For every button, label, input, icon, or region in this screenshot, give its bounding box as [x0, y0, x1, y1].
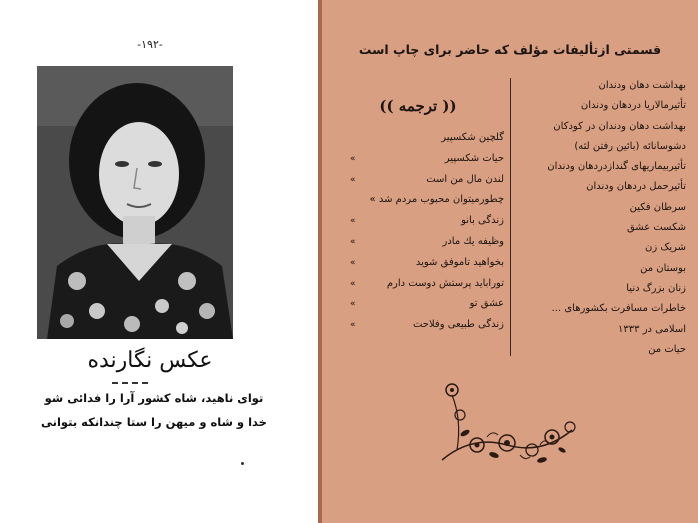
column-divider — [510, 78, 511, 356]
ditto-mark: » — [350, 174, 356, 185]
authored-works-list — [518, 76, 686, 360]
ditto-mark: » — [350, 320, 356, 331]
item-title: چطورمیتوان محبوب مردم شد » — [369, 194, 504, 206]
print-mark — [241, 462, 244, 465]
translations-list — [332, 92, 504, 336]
list-item — [332, 211, 504, 232]
list-item — [332, 170, 504, 191]
list-item: بوستان من — [640, 262, 686, 274]
publications-title: قسمتی ازتألیفات مؤلف که حاضر برای چاپ است — [358, 42, 662, 57]
list-item: بهداشت دهان ودندان در کودکان — [553, 120, 686, 132]
author-portrait — [37, 66, 233, 339]
item-title: حیات شکسپیر — [444, 152, 504, 164]
list-item — [332, 274, 504, 295]
list-item: زنان بزرگ دنیا — [626, 282, 686, 294]
list-item: شریک زن — [645, 242, 686, 254]
translations-heading: (( ترجمه )) — [379, 97, 457, 115]
item-title: عشق تو — [469, 298, 504, 310]
list-item — [332, 190, 504, 211]
list-item: حیات من — [648, 343, 686, 355]
item-title: توراباید پرستش دوست دارم — [386, 277, 504, 289]
list-item — [332, 294, 504, 315]
list-item: خاطرات مسافرت بکشورهای ... — [551, 303, 686, 315]
ditto-mark: » — [350, 257, 356, 268]
list-item: بهداشت دهان ودندان — [598, 80, 686, 91]
ditto-mark: » — [350, 153, 356, 164]
item-title: وظیفه یك مادر — [442, 235, 504, 247]
list-item — [332, 232, 504, 253]
list-item: اسلامی در ۱۳۳۳ — [618, 323, 686, 335]
item-title: گلچین شکسپیر — [441, 132, 504, 143]
list-item — [332, 315, 504, 336]
portrait-photo — [37, 66, 233, 339]
ditto-mark: » — [350, 299, 356, 310]
list-item — [332, 149, 504, 170]
left-page — [0, 0, 318, 523]
ditto-mark: » — [350, 236, 356, 247]
ditto-mark: » — [350, 216, 356, 227]
list-item: تأثیرحمل دردهان ودندان — [586, 181, 686, 193]
photo-caption: عکس نگارنده — [87, 348, 213, 373]
list-item — [332, 128, 504, 149]
item-title: زندگی طبیعی وفلاحت — [412, 319, 504, 331]
item-title: زندگی بانو — [461, 215, 504, 227]
caption-underline — [112, 382, 148, 384]
list-item — [332, 253, 504, 274]
list-item: شکست عشق — [626, 222, 686, 234]
list-item: دشوسانائه (بائین رفتن لثه) — [574, 140, 686, 152]
item-title: بخواهید تاموفق شوید — [415, 256, 504, 268]
list-item: سرطان فکین — [629, 201, 686, 213]
poem-line-1: توای ناهید، شاه کشور آرا را فدائی شو — [44, 391, 264, 405]
list-item: تأثیربیماریهای گندازدردهان ودندان — [547, 161, 686, 173]
right-page — [322, 0, 698, 523]
page-number: -۱۹۲- — [137, 38, 163, 51]
list-item: تأثیرمالاریا دردهان ودندان — [580, 100, 686, 112]
item-title: لندن مال من است — [426, 173, 504, 185]
ditto-mark: » — [350, 278, 356, 289]
poem-line-2: خدا و شاه و میهن را ستا چندانکه بتوانی — [41, 415, 267, 429]
floral-ornament — [432, 375, 582, 470]
